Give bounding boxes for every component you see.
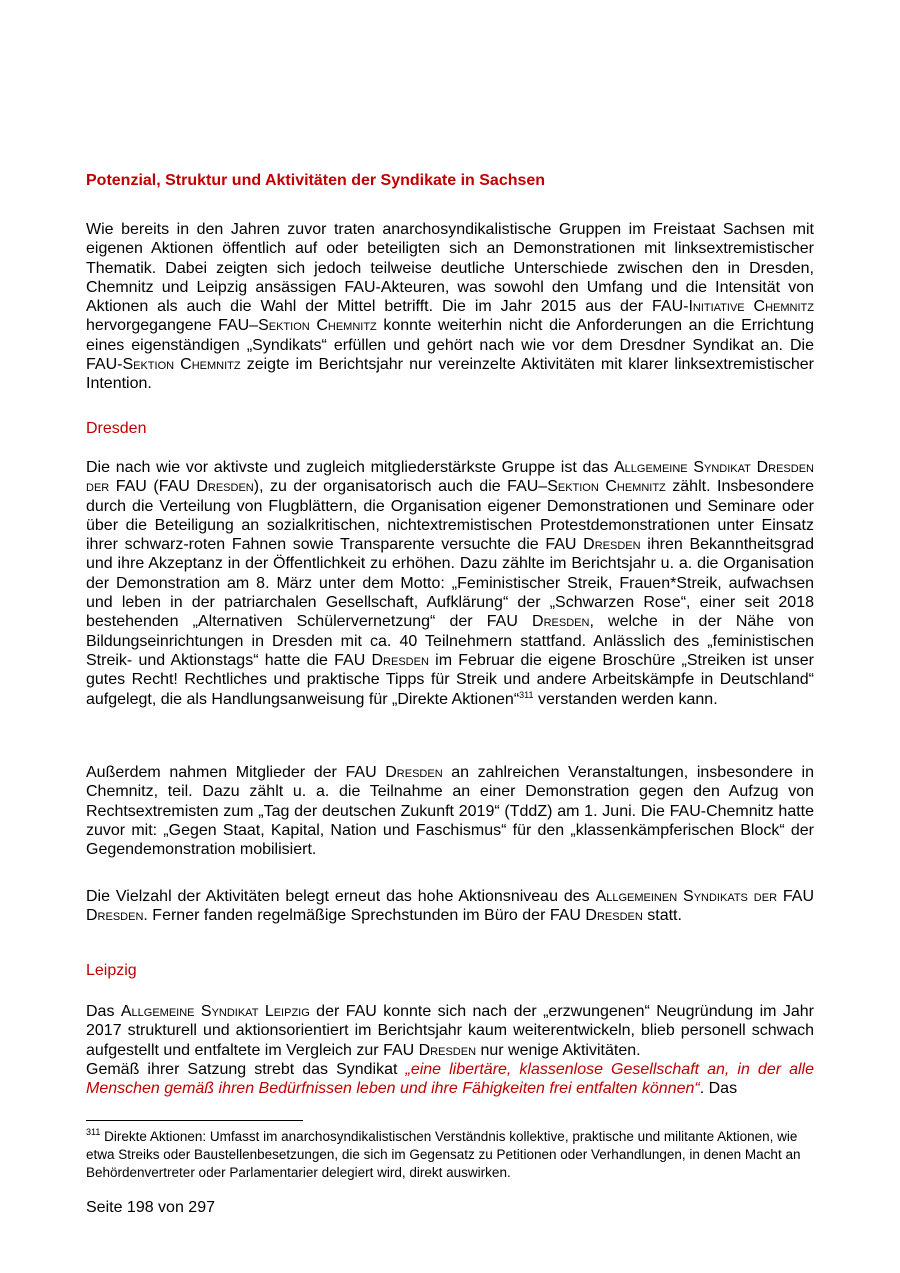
section-title: Potenzial, Struktur und Aktivitäten der Syndikate in Sachsen [86,172,546,189]
footnote-reference: 311 [519,689,534,700]
dresden-paragraph-1: Die nach wie vor aktivste und zugleich mitgliederstärkste Gruppe ist das Allgemeine Syndikat Dresden der FAU (FAU Dresden), zu der organisatorisch auch die FAU–Sektion Chemnitz zählt. Insbesondere durch die Verteilung von Flugblättern, die Organisation eigener Demonstrationen und Seminare oder über die Beteiligung an sozialkritischen, nichtextremistischen Protestdemonstrationen unter Einsatz ihrer schwarz-roten Fahnen sowie Transparente versuchte die FAU Dresden ihren Bekanntheitsgrad und ihre Akzeptanz in der Öffentlichkeit zu erhöhen. Dazu zählte im Berichtsjahr u. a. die Organisation der Demonstration am 8. März unter dem Motto: „Feministischer Streik, Frauen*Streik, aufwachsen und leben in der patriarchalen Gesellschaft, Aufklärung“ der „Schwarzen Rose“, einer seit 2018 bestehenden „Alternativen Schülervernetzung“ der FAU Dresden, welche in der Nähe von Bildungseinrichtungen in Dresden mit ca. 40 Teilnehmern stattfand. Anlässlich des „feministischen Streik- und Aktionstags“ hatte die FAU Dresden im Februar die eigene Broschüre „Streiken ist unser gutes Recht! Rechtliches und praktische Tipps für Streik und andere Arbeitskämpfe in Deutschland“ aufgelegt, die als Handlungsanweisung für „Direkte Aktionen“$^{311}$ verstanden werden kann. [86,459,815,708]
statute-quote: „eine libertäre, klassenlose Gesellschaft an, in der alle Menschen gemäß ihren Bedürfnissen leben und ihre Fähigkeiten frei entfalten können“ [86,1060,814,1098]
footnote-number: 311 [86,1127,101,1137]
leipzig-paragraph: Das Allgemeine Syndikat Leipzig der FAU konnte sich nach der „erzwungenen“ Neugründung im Jahr 2017 strukturell und aktionsorientiert im Berichtsjahr kaum weiterentwickeln, blieb personell schwach aufgestellt und entfaltete im Vergleich zur FAU Dresden nur wenige Aktivitäten. Gemäß ihrer Satzung strebt das Syndikat „eine libertäre, klassenlose Gesellschaft an, in der alle Menschen gemäß ihren Bedürfnissen leben und ihre Fähigkeiten frei entfalten können“. Das [86,1003,814,1098]
dresden-paragraph-2: Außerdem nahmen Mitglieder der FAU Dresden an zahlreichen Veranstaltungen, insbesondere in Chemnitz, teil. Dazu zählt u. a. die Teilnahme an einer Demonstration gegen den Aufzug von Rechtsextremisten zum „Tag der deutschen Zukunft 2019“ (TddZ) am 1. Juni. Die FAU-Chemnitz hatte zuvor mit: „Gegen Staat, Kapital, Nation und Faschismus“ für den „klassenkämpferischen Block“ der Gegendemonstration mobilisiert. [86,764,815,859]
footnote-divider [86,1120,303,1121]
dresden-paragraph-3: Die Vielzahl der Aktivitäten belegt erneut das hohe Aktionsniveau des Allgemeinen Syndikats der FAU Dresden. Ferner fanden regelmäßige Sprechstunden im Büro der FAU Dresden statt. [86,888,815,925]
page-number: Seite 198 von 297 [86,1199,215,1216]
footnote: $^{311}$ Direkte Aktionen: Umfasst im anarchosyndikalistischen Verständnis kollektive, praktische und militante Aktionen, wie etwa Streiks oder Baustellenbesetzungen, die sich im Gegensatz zu Petitionen oder Verhandlungen, in denen Macht an Behördenvertreter oder Parlamentarier delegiert wird, direkt auswirken. [86,1127,801,1180]
intro-paragraph: Wie bereits in den Jahren zuvor traten anarchosyndikalistische Gruppen im Freistaat Sachsen mit eigenen Aktionen öffentlich auf oder beteiligten sich an Demonstrationen mit linksextremistischer Thematik. Dabei zeigten sich jedoch teilweise deutliche Unterschiede zwischen den in Dresden, Chemnitz und Leipzig ansässigen FAU-Akteuren, was sowohl den Umfang und die Intensität von Aktionen als auch die Wahl der Mittel betrifft. Die im Jahr 2015 aus der FAU-Initiative Chemnitz hervorgegangene FAU–Sektion Chemnitz konnte weiterhin nicht die Anforderungen an die Errichtung eines eigenständigen „Syndikats“ erfüllen und gehört nach wie vor dem Dresdner Syndikat an. Die FAU-Sektion Chemnitz zeigte im Berichtsjahr nur vereinzelte Aktivitäten mit klarer linksextremistischer Intention. [86,221,815,393]
dresden-heading: Dresden [86,420,147,437]
leipzig-heading: Leipzig [86,962,137,979]
